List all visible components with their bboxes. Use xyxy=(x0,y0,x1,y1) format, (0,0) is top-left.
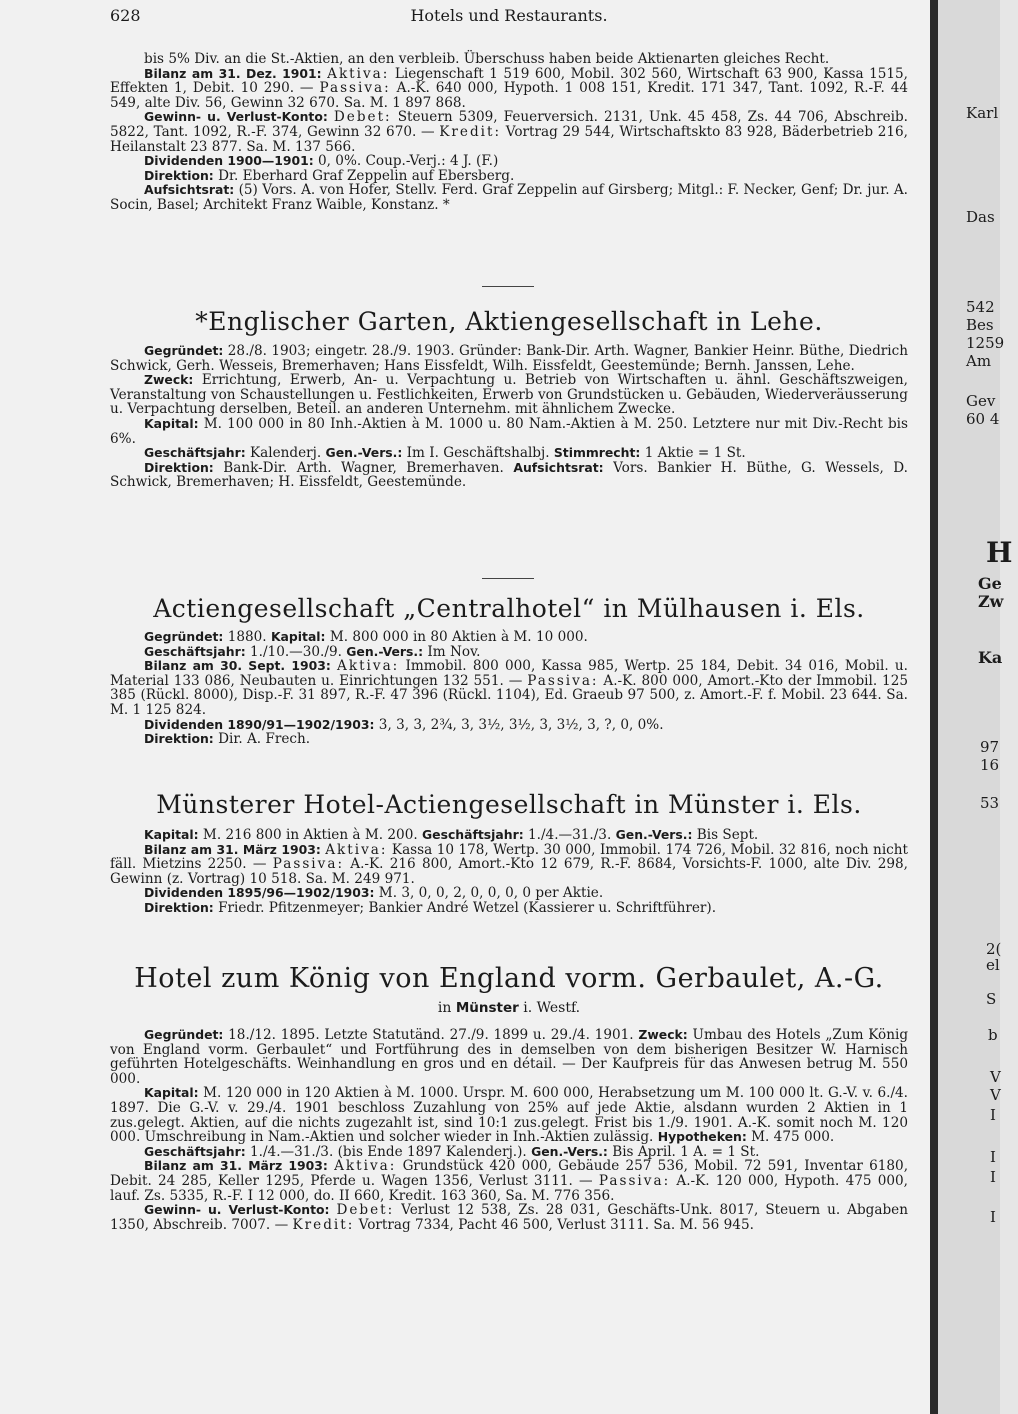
capital-line xyxy=(110,828,908,843)
label: Kapital: xyxy=(144,1085,199,1101)
edge-text: Karl xyxy=(966,104,999,122)
muensterer-hotel-entry xyxy=(110,828,908,916)
value: A.-K. 120 000, Hypoth. 475 000, lauf. Zs. 5335, R.-F. I 12 000, do. II 660, Kredit. 163 360, Sa. M. 776 356. xyxy=(110,1172,909,1204)
value: M. 216 800 in Aktien à M. 200. xyxy=(202,827,418,843)
bilanz-paragraph xyxy=(110,843,908,887)
founded-paragraph xyxy=(110,1028,908,1086)
label: Debet: xyxy=(336,1202,395,1219)
value: Grundstück 420 000, Gebäude 257 536, Mobil. 72 591, Inventar 6180, Debit. 24 285, Keller 1295, Pferde u. Wagen 1356, Verlust 3111. — xyxy=(110,1158,909,1189)
edge-text: I xyxy=(990,1208,996,1226)
value: Friedr. Pfitzenmeyer; Bankier André Wetzel (Kassierer u. Schriftführer). xyxy=(218,899,717,916)
edge-text: Am xyxy=(966,352,992,370)
label: Kredit: xyxy=(439,123,502,140)
label: Dividenden 1895/96—1902/1903: xyxy=(144,885,375,901)
label: Bilanz am 31. März 1903: xyxy=(144,1158,328,1174)
edge-text: 1259 xyxy=(966,334,1005,352)
label: Gewinn- u. Verlust-Konto: xyxy=(144,1202,330,1218)
business-year-line xyxy=(110,1145,908,1160)
value: Dr. Eberhard Graf Zeppelin auf Ebersberg. xyxy=(218,167,515,184)
business-year-line xyxy=(110,446,908,461)
value: Bis Sept. xyxy=(696,827,759,843)
label: Direktion: xyxy=(144,899,214,915)
edge-text: 53 xyxy=(980,794,1000,812)
bilanz-paragraph xyxy=(110,1159,908,1203)
value: A.-K. 800 000, Amort.-Kto der Immobil. 125 385 (Rückl. 8000), Disp.-F. 31 897, R.-F. 47 396 (Rückl. 1104), Ed. Graeub 97 500, z. Amort.-F. f. Mobil. 23 644. Sa. M. 1 125 824. xyxy=(110,672,909,718)
edge-text: 542 xyxy=(966,298,995,316)
section-divider xyxy=(482,286,534,287)
value: 3, 3, 3, 2¾, 3, 3½, 3½, 3, 3½, 3, ?, 0, 0%. xyxy=(378,716,664,733)
guv-paragraph xyxy=(110,1203,908,1232)
value: Vors. Bankier H. Büthe, G. Wessels, D. Schwick, Bremerhaven; H. Eissfeldt, Geestemünde. xyxy=(110,459,908,491)
dividends-line xyxy=(110,886,908,901)
value: M. 3, 0, 0, 2, 0, 0, 0, 0 per Aktie. xyxy=(378,885,604,902)
label: Geschäftsjahr: xyxy=(144,1143,246,1159)
value: Bank-Dir. Arth. Wagner, Bremerhaven. xyxy=(223,459,504,476)
edge-text: Gev xyxy=(966,392,996,410)
edge-text: H xyxy=(986,536,1013,569)
edge-text: I xyxy=(990,1148,996,1166)
value: 1./4.—31./3. (bis Ende 1897 Kalenderj.). xyxy=(250,1143,527,1160)
edge-text: el xyxy=(986,956,1000,974)
value: Bis April. 1 A. = 1 St. xyxy=(612,1143,760,1160)
supervisory-board-line xyxy=(110,183,908,212)
edge-text: I xyxy=(990,1168,996,1186)
label: Aufsichtsrat: xyxy=(513,459,604,475)
value: 18./12. 1895. Letzte Statutänd. 27./9. 1899 u. 29./4. 1901. xyxy=(228,1027,634,1043)
direction-line xyxy=(110,169,908,184)
value: M. 800 000 in 80 Aktien à M. 10 000. xyxy=(329,629,588,645)
value: 28./8. 1903; eingetr. 28./9. 1903. Gründer: Bank-Dir. Arth. Wagner, Bankier Heinr. Büthe, Diedrich Schwick, Gerh. Wesseis, Bremerhaven; Hans Eissfeldt, Wilh. Eissfeldt, Geestemünde; Bernh. Janssen, Lehe. xyxy=(110,343,908,374)
value: Immobil. 800 000, Kassa 985, Wertp. 25 184, Debit. 34 016, Mobil. u. Material 133 086, Neubauten u. Einrichtungen 132 551. — xyxy=(110,658,908,689)
value: (5) Vors. A. von Hofer, Stellv. Ferd. Graf Zeppelin auf Girsberg; Mitgl.: F. Necker, Genf; Dr. jur. A. Socin, Basel; Architekt Franz Waible, Konstanz. * xyxy=(110,182,909,213)
label: Zweck: xyxy=(144,372,194,388)
founded-paragraph xyxy=(110,344,908,373)
edge-text: b xyxy=(988,1026,998,1044)
edge-text: 16 xyxy=(980,756,1000,774)
value: 0, 0%. Coup.-Verj.: 4 J. (F.) xyxy=(318,153,499,170)
label: Gen.-Vers.: xyxy=(615,827,693,842)
company-heading: *Englischer Garten, Aktiengesellschaft in Lehe. xyxy=(195,307,823,336)
label: Aktiva: xyxy=(337,658,400,675)
label: Direktion: xyxy=(144,731,214,747)
company-heading: Münsterer Hotel-Actiengesellschaft in Münster i. Els. xyxy=(156,790,862,819)
value: Vortrag 29 544, Wirtschaftskto 83 928, Bäderbetrieb 216, Heilanstalt 23 877. Sa. M. 137 566. xyxy=(110,123,908,155)
capital-paragraph xyxy=(110,417,908,446)
value: M. 100 000 in 80 Inh.-Aktien à M. 1000 u. 80 Nam.-Aktien à M. 250. Letztere nur mit Div.-Recht bis 6%. xyxy=(110,415,908,447)
previous-entry-continuation xyxy=(110,52,908,213)
edge-text: V xyxy=(990,1068,1001,1086)
label: Passiva: xyxy=(598,1172,671,1189)
edge-text: V xyxy=(990,1086,1001,1104)
label: Gen.-Vers.: xyxy=(346,643,424,659)
label: Geschäftsjahr: xyxy=(422,827,524,842)
edge-text: Ka xyxy=(978,648,1003,667)
value: M. 475 000. xyxy=(751,1129,835,1146)
value: 1./10.—30./9. xyxy=(250,643,342,660)
value: Liegenschaft 1 519 600, Mobil. 302 560, Wirtschaft 63 900, Kassa 1515, Effekten 1, Debit. 10 290. — xyxy=(110,65,909,97)
label: Gewinn- u. Verlust-Konto: xyxy=(144,109,328,125)
label: Gen.-Vers.: xyxy=(531,1143,608,1159)
label: Gen.-Vers.: xyxy=(325,445,403,461)
edge-text: Bes xyxy=(966,316,994,334)
label: Gegründet: xyxy=(144,343,224,358)
subheading-city: Münster xyxy=(455,1000,519,1016)
value: Kassa 10 178, Wertp. 30 000, Immobil. 174 726, Mobil. 32 816, noch nicht fäll. Mietzins 2250. — xyxy=(110,841,908,873)
value: Vortrag 7334, Pacht 46 500, Verlust 3111. Sa. M. 56 945. xyxy=(358,1216,754,1233)
value: Verlust 12 538, Zs. 28 031, Geschäfts-Unk. 8017, Steuern u. Abgaben 1350, Abschreib. 7007. — xyxy=(110,1202,908,1233)
dividends-line xyxy=(110,718,908,733)
label: Bilanz am 30. Sept. 1903: xyxy=(144,658,331,674)
value: 1./4.—31./3. xyxy=(528,827,612,843)
edge-text: Ge xyxy=(978,574,1002,593)
label: Passiva: xyxy=(527,672,599,689)
direction-line xyxy=(110,901,908,916)
label: Kapital: xyxy=(270,629,326,644)
label: Bilanz am 31. März 1903: xyxy=(144,841,321,857)
direction-paragraph xyxy=(110,461,908,490)
book-gutter xyxy=(930,0,938,1414)
value: Umbau des Hotels „Zum König von England vorm. Gerbaulet“ und Fortführung des in demselben von dem bisherigen Besitzer W. Harnisch geführten Hotelgeschäfts. Weinhandlung en gros und en détail. — Der Kaufpreis für das Anwesen betrug M. 550 000. xyxy=(110,1027,909,1087)
value: Errichtung, Erwerb, An- u. Verpachtung u. Betrieb von Wirtschaften u. ähnl. Geschäftszweigen, Veranstaltung von Schaustellungen u. Festlichkeiten, Erwerb von Grundstücken u. Gebäuden, Wiederveräusserung u. Verpachtung derselben, Beteil. an anderen Unternehm. mit ähnlichem Zwecke. xyxy=(110,372,908,418)
label: Geschäftsjahr: xyxy=(144,643,246,659)
edge-text: Das xyxy=(966,208,995,226)
right-page-edge xyxy=(938,0,1013,1414)
label: Direktion: xyxy=(144,167,214,183)
value: A.-K. 640 000, Hypoth. 1 008 151, Kredit. 171 347, Tant. 1092, R.-F. 44 549, alte Div. 56, Gewinn 32 670. Sa. M. 1 897 868. xyxy=(110,80,908,111)
label: Kapital: xyxy=(144,827,199,842)
subheading-text: in xyxy=(437,1000,452,1016)
label: Bilanz am 31. Dez. 1901: xyxy=(144,65,322,81)
label: Passiva: xyxy=(272,856,345,873)
label: Kredit: xyxy=(292,1216,355,1233)
label: Gegründet: xyxy=(144,1027,224,1042)
edge-text: 2( xyxy=(986,940,1002,958)
purpose-paragraph xyxy=(110,373,908,417)
guv-paragraph xyxy=(110,110,908,154)
bilanz-paragraph xyxy=(110,67,908,111)
label: Direktion: xyxy=(144,459,214,475)
dividends-line xyxy=(110,154,908,169)
label: Dividenden 1890/91—1902/1903: xyxy=(144,716,375,732)
label: Aktiva: xyxy=(325,841,388,858)
label: Aktiva: xyxy=(327,65,390,82)
section-divider xyxy=(482,578,534,579)
label: Zweck: xyxy=(638,1027,688,1042)
value: Im I. Geschäftshalbj. xyxy=(406,445,550,462)
label: Aktiva: xyxy=(334,1158,397,1175)
value: 1 Aktie = 1 St. xyxy=(644,445,746,462)
value: M. 120 000 in 120 Aktien à M. 1000. Urspr. M. 600 000, Herabsetzung um M. 100 000 lt. G.-V. v. 6./4. 1897. Die G.-V. v. 29./4. 1901 beschloss Zuzahlung von 25% auf jede Aktie, alsdann wurden 2 Aktien in 1 zus.gelegt. Aktien, auf die nichts zugezahlt ist, sind 10:1 zus.gelegt. Frist bis 1./9. 1901. A.-K. somit noch M. 120 000. Umschreibung in Nam.-Aktien und solcher wieder in Inh.-Aktien zulässig. xyxy=(110,1085,908,1146)
value: A.-K. 216 800, Amort.-Kto 12 679, R.-F. 8684, Vorsichts-F. 1000, alte Div. 298, Gewinn (z. Vortrag) 10 518. Sa. M. 249 971. xyxy=(110,856,909,887)
label: Hypotheken: xyxy=(657,1129,747,1145)
value: Im Nov. xyxy=(427,643,481,660)
edge-text: 97 xyxy=(980,738,1000,756)
paragraph: bis 5% Div. an die St.-Aktien, an den verbleib. Überschuss haben beide Aktienarten gleiches Recht. xyxy=(144,51,830,67)
capital-paragraph xyxy=(110,1086,908,1144)
founded-line xyxy=(110,630,908,645)
label: Passiva: xyxy=(319,80,391,97)
label: Dividenden 1900—1901: xyxy=(144,153,314,169)
label: Geschäftsjahr: xyxy=(144,445,246,461)
label: Stimmrecht: xyxy=(553,445,641,461)
koenig-von-england-entry xyxy=(110,1028,908,1232)
label: Debet: xyxy=(333,109,392,126)
company-heading: Actiengesellschaft „Centralhotel“ in Mülhausen i. Els. xyxy=(153,594,865,623)
subheading-text: i. Westf. xyxy=(523,1000,581,1016)
centralhotel-entry xyxy=(110,630,908,747)
edge-text: Zw xyxy=(978,592,1004,611)
direction-line xyxy=(110,732,908,747)
running-title: Hotels und Restaurants. xyxy=(410,6,608,25)
value: Dir. A. Frech. xyxy=(218,731,311,748)
value: Steuern 5309, Feuerversich. 2131, Unk. 45 458, Zs. 44 706, Abschreib. 5822, Tant. 1092, R.-F. 374, Gewinn 32 670. — xyxy=(110,109,908,140)
company-heading: Hotel zum König von England vorm. Gerbaulet, A.-G. xyxy=(134,963,884,994)
edge-text: S xyxy=(986,990,997,1008)
page-number: 628 xyxy=(110,6,141,25)
company-subheading xyxy=(110,1000,908,1016)
label: Aufsichtsrat: xyxy=(144,182,235,198)
englischer-garten-entry xyxy=(110,344,908,490)
business-year-line xyxy=(110,645,908,660)
value: 1880. xyxy=(227,629,267,645)
label: Gegründet: xyxy=(144,629,224,644)
edge-text: I xyxy=(990,1106,996,1124)
edge-text: 60 4 xyxy=(966,410,1000,428)
bilanz-paragraph xyxy=(110,659,908,717)
label: Kapital: xyxy=(144,415,199,431)
value: Kalenderj. xyxy=(250,445,322,462)
